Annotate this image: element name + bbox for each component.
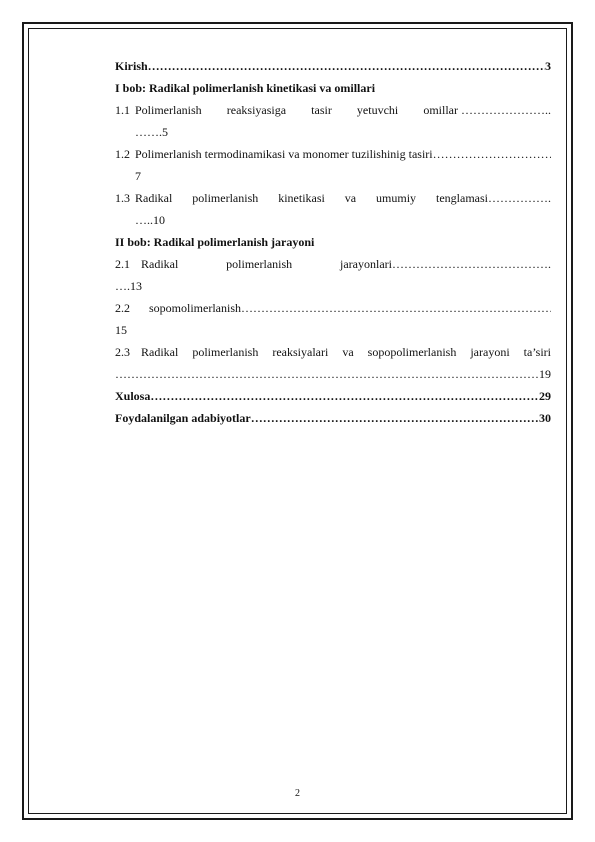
toc-section-1-1 [115,99,551,121]
toc-xulosa-page: 29 [539,389,551,403]
toc-section-2-2-page-line [115,319,551,341]
section-title: Polimerlanish termodinamikasi va monomer tuzilishinig tasiri [135,147,433,161]
section-number: 2.3 [115,345,130,359]
section-page: 19 [539,367,551,381]
toc-kirish [115,55,551,77]
leader-dots: ……. [135,125,162,139]
toc-section-2-3-page-line [115,363,551,385]
leader-dots [433,143,551,165]
toc-section-1-3 [115,187,551,209]
section-page: 7 [135,169,141,183]
section-page: 5 [162,125,168,139]
table-of-contents [115,55,551,429]
chapter-1-heading: I bob: Radikal polimerlanish kinetikasi va omillari [115,81,376,95]
section-title: Polimerlanish reaksiyasiga tasir yetuvchi omillar [135,103,458,117]
leader-dots: ………………….. [458,103,551,117]
section-page: 15 [115,323,127,337]
toc-adabiyot-page: 30 [539,411,551,425]
leader-dots [241,297,551,319]
toc-section-1-2-page-line [115,165,551,187]
page-number: 2 [295,788,300,799]
section-title: Radikal polimerlanish kinetikasi va umumiy tenglamasi [135,191,488,205]
section-number: 2.1 [115,257,130,271]
toc-section-2-2 [115,297,551,319]
toc-xulosa [115,385,551,407]
leader-dots: ….. [135,213,153,227]
section-number: 2.2 [115,301,130,315]
leader-dots: …………………………………. [392,257,551,271]
toc-adabiyot [115,407,551,429]
leader-dots [148,55,545,77]
toc-chapter-2-title [115,231,551,253]
toc-kirish-label: Kirish [115,59,148,73]
leader-dots: …. [115,279,130,293]
section-number: 1.1 [115,103,130,117]
section-page: 13 [130,279,142,293]
section-number: 1.2 [115,147,130,161]
toc-section-1-3-page-line [115,209,551,231]
toc-adabiyot-label: Foydalanilgan adabiyotlar [115,411,251,425]
leader-dots [150,385,539,407]
chapter-2-heading: II bob: Radikal polimerlanish jarayoni [115,235,315,249]
leader-dots [115,363,539,385]
section-page: 10 [153,213,165,227]
section-number: 1.3 [115,191,130,205]
toc-kirish-page: 3 [545,59,551,73]
section-title: Radikal polimerlanish reaksiyalari va sopopolimerlanish jarayoni ta’siri [141,345,551,359]
section-title: sopomolimerlanish [149,301,241,315]
toc-section-2-3 [115,341,551,363]
leader-dots: ……………. [488,191,551,205]
toc-section-2-1 [115,253,551,275]
toc-chapter-1-title [115,77,551,99]
toc-section-2-1-page-line [115,275,551,297]
toc-xulosa-label: Xulosa [115,389,151,403]
section-title: Radikal polimerlanish jarayonlari [141,257,392,271]
leader-dots [251,407,539,429]
toc-section-1-1-page-line [115,121,551,143]
toc-section-1-2 [115,143,551,165]
